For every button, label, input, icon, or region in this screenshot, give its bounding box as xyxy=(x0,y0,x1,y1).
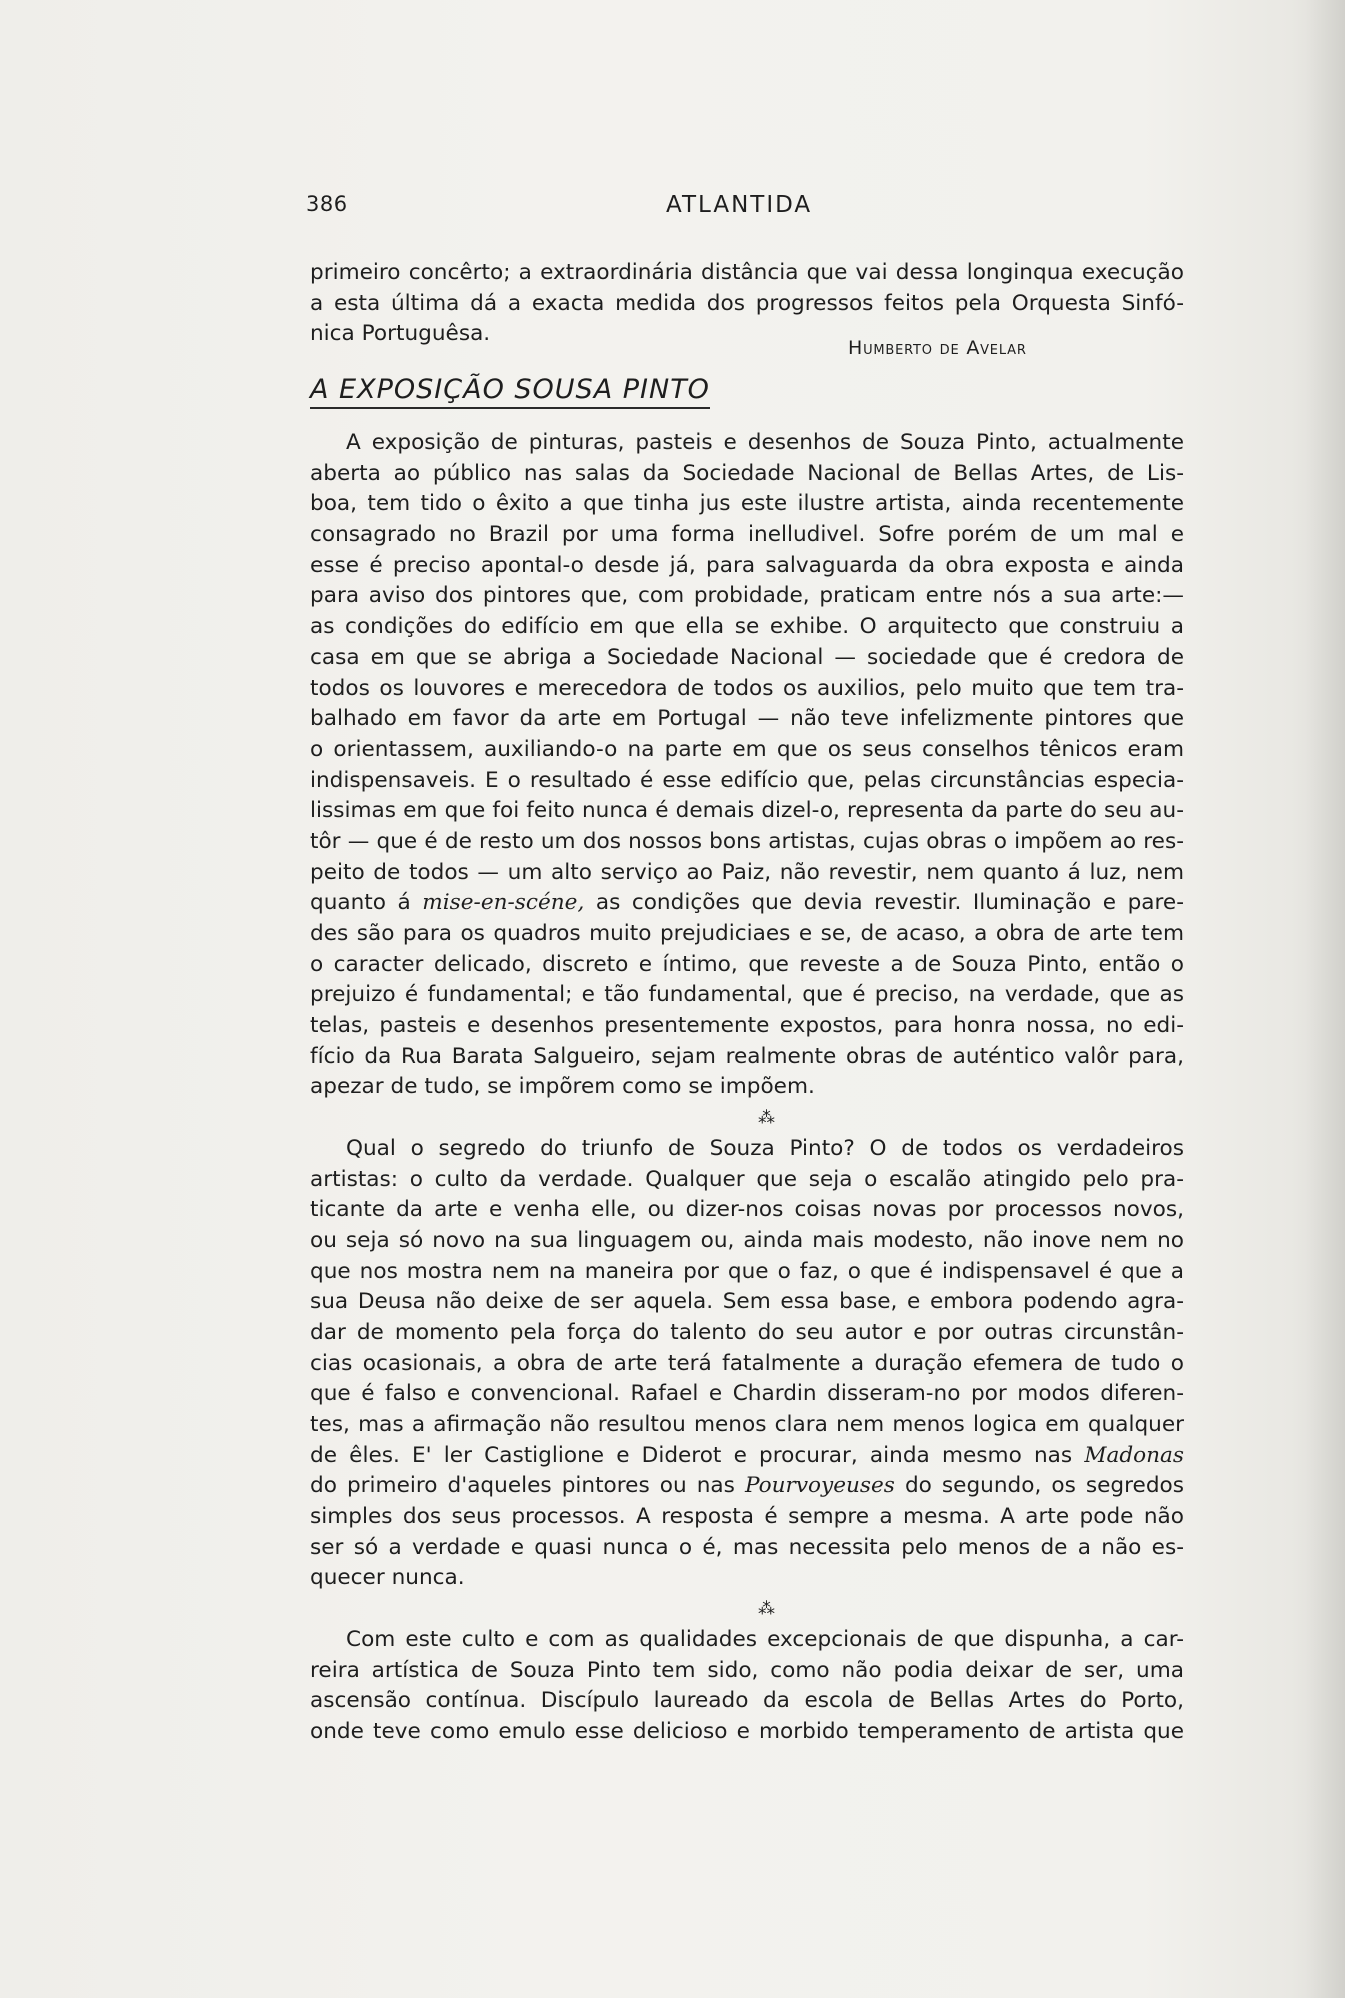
text-run: quanto á xyxy=(310,890,411,916)
text-line: consagrado no Brazil por uma forma inelludivel. Sofre porém de um mal e xyxy=(310,522,1184,548)
text-line: onde teve como emulo esse delicioso e morbido temperamento de artista que xyxy=(310,1718,1184,1744)
article-body xyxy=(310,428,1184,1748)
text-line: para aviso dos pintores que, com probidade, praticam entre nós a sua arte:— xyxy=(310,583,1184,609)
text-line: A exposição de pinturas, pasteis e desenhos de Souza Pinto, actualmente xyxy=(346,430,1184,455)
text-line-with-italic xyxy=(310,888,1184,919)
paper-edge-shadow xyxy=(1305,0,1345,1998)
text-line: peito de todos — um alto serviço ao Paiz, não revestir, nem quanto á luz, nem xyxy=(310,859,1184,885)
text-line: sua Deusa não deixe de ser aquela. Sem essa base, e embora podendo agra- xyxy=(310,1289,1184,1315)
text-run: do segundo, os segredos xyxy=(904,1473,1184,1499)
text-line: apezar de tudo, se impõrem como se impõem. xyxy=(310,1074,815,1100)
text-line: cias ocasionais, a obra de arte terá fatalmente a duração efemera de tudo o xyxy=(310,1350,1184,1376)
italic-term: mise-en-scéne, xyxy=(422,890,585,916)
text-line: dar de momento pela força do talento do seu autor e por outras circunstân- xyxy=(310,1319,1184,1345)
italic-title: Pourvoyeuses xyxy=(744,1473,895,1499)
text-line: lissimas em que foi feito nunca é demais dizel-o, representa da parte do seu au- xyxy=(310,798,1184,824)
page-number: 386 xyxy=(306,192,348,216)
text-run: de êles. E' ler Castiglione e Diderot e procurar, ainda mesmo nas xyxy=(310,1442,1073,1468)
text-line: Com este culto e com as qualidades excepcionais de que dispunha, a car- xyxy=(346,1626,1184,1652)
text-line: tôr — que é de resto um dos nossos bons artistas, cujas obras o impõem ao res- xyxy=(310,828,1184,854)
text-run: do primeiro d'aqueles pintores ou nas xyxy=(310,1473,735,1499)
section-asterism: ⁂ xyxy=(758,1108,776,1129)
text-line: reira artística de Souza Pinto tem sido, como não podia deixar de ser, uma xyxy=(310,1657,1184,1683)
text-line: casa em que se abriga a Sociedade Nacional — sociedade que é credora de xyxy=(310,644,1184,670)
text-line: primeiro concêrto; a extraordinária distância que vai dessa longinqua execução xyxy=(310,260,1184,285)
text-line: aberta ao público nas salas da Sociedade Nacional de Bellas Artes, de Lis- xyxy=(310,460,1184,486)
text-line: nica Portuguêsa. xyxy=(310,321,491,347)
author-signature: Humberto de Avelar xyxy=(848,337,1027,359)
text-line: fício da Rua Barata Salgueiro, sejam realmente obras de auténtico valôr para, xyxy=(310,1043,1184,1069)
text-line: balhado em favor da arte em Portugal — não teve infelizmente pintores que xyxy=(310,706,1184,732)
text-line: simples dos seus processos. A resposta é sempre a mesma. A arte pode não xyxy=(310,1504,1184,1530)
text-line: Qual o segredo do triunfo de Souza Pinto? O de todos os verdadeiros xyxy=(346,1135,1184,1161)
text-line: ascensão contínua. Discípulo laureado da escola de Bellas Artes do Porto, xyxy=(310,1688,1184,1714)
italic-title: Madonas xyxy=(1084,1442,1184,1468)
text-run: as condições que devia revestir. Iluminação e pare- xyxy=(595,890,1184,916)
running-title: ATLANTIDA xyxy=(666,192,813,218)
text-line: ou seja só novo na sua linguagem ou, ainda mais modesto, não inove nem no xyxy=(310,1227,1184,1253)
text-line: as condições do edifício em que ella se exhibe. O arquitecto que construiu a xyxy=(310,614,1184,640)
text-line: todos os louvores e merecedora de todos os auxilios, pelo muito que tem tra- xyxy=(310,675,1184,701)
text-line: o caracter delicado, discreto e íntimo, que reveste a de Souza Pinto, então o xyxy=(310,951,1184,977)
text-line: boa, tem tido o êxito a que tinha jus este ilustre artista, ainda recentemente xyxy=(310,491,1184,517)
previous-article-ending xyxy=(310,258,1184,350)
text-line: prejuizo é fundamental; e tão fundamental, que é preciso, na verdade, que as xyxy=(310,982,1184,1008)
text-line: ticante da arte e venha elle, ou dizer-nos coisas novas por processos novos, xyxy=(310,1197,1184,1223)
page-header xyxy=(306,192,1186,228)
text-line: o orientassem, auxiliando-o na parte em que os seus conselhos tênicos eram xyxy=(310,736,1184,762)
article-title: A EXPOSIÇÃO SOUSA PINTO xyxy=(310,374,710,409)
text-line: indispensaveis. E o resultado é esse edifício que, pelas circunstâncias especia- xyxy=(310,767,1184,793)
text-line: artistas: o culto da verdade. Qualquer que seja o escalão atingido pelo pra- xyxy=(310,1166,1184,1192)
text-line: des são para os quadros muito prejudiciaes e se, de acaso, a obra de arte tem xyxy=(310,921,1184,946)
section-asterism: ⁂ xyxy=(758,1599,776,1620)
text-line: tes, mas a afirmação não resultou menos clara nem menos logica em qualquer xyxy=(310,1412,1184,1437)
text-line-with-italic xyxy=(310,1471,1184,1502)
text-line: esse é preciso apontal-o desde já, para salvaguarda da obra exposta e ainda xyxy=(310,552,1184,578)
text-line-with-italic xyxy=(310,1441,1184,1472)
text-line: a esta última dá a exacta medida dos progressos feitos pela Orquesta Sinfó- xyxy=(310,290,1184,316)
text-line: ser só a verdade e quasi nunca o é, mas necessita pelo menos de a não es- xyxy=(310,1534,1184,1560)
text-line: telas, pasteis e desenhos presentemente expostos, para honra nossa, no edi- xyxy=(310,1013,1184,1039)
text-line: que é falso e convencional. Rafael e Chardin disseram-no por modos diferen- xyxy=(310,1381,1184,1407)
text-line: quecer nunca. xyxy=(310,1565,465,1591)
text-line: que nos mostra nem na maneira por que o faz, o que é indispensavel é que a xyxy=(310,1258,1184,1284)
